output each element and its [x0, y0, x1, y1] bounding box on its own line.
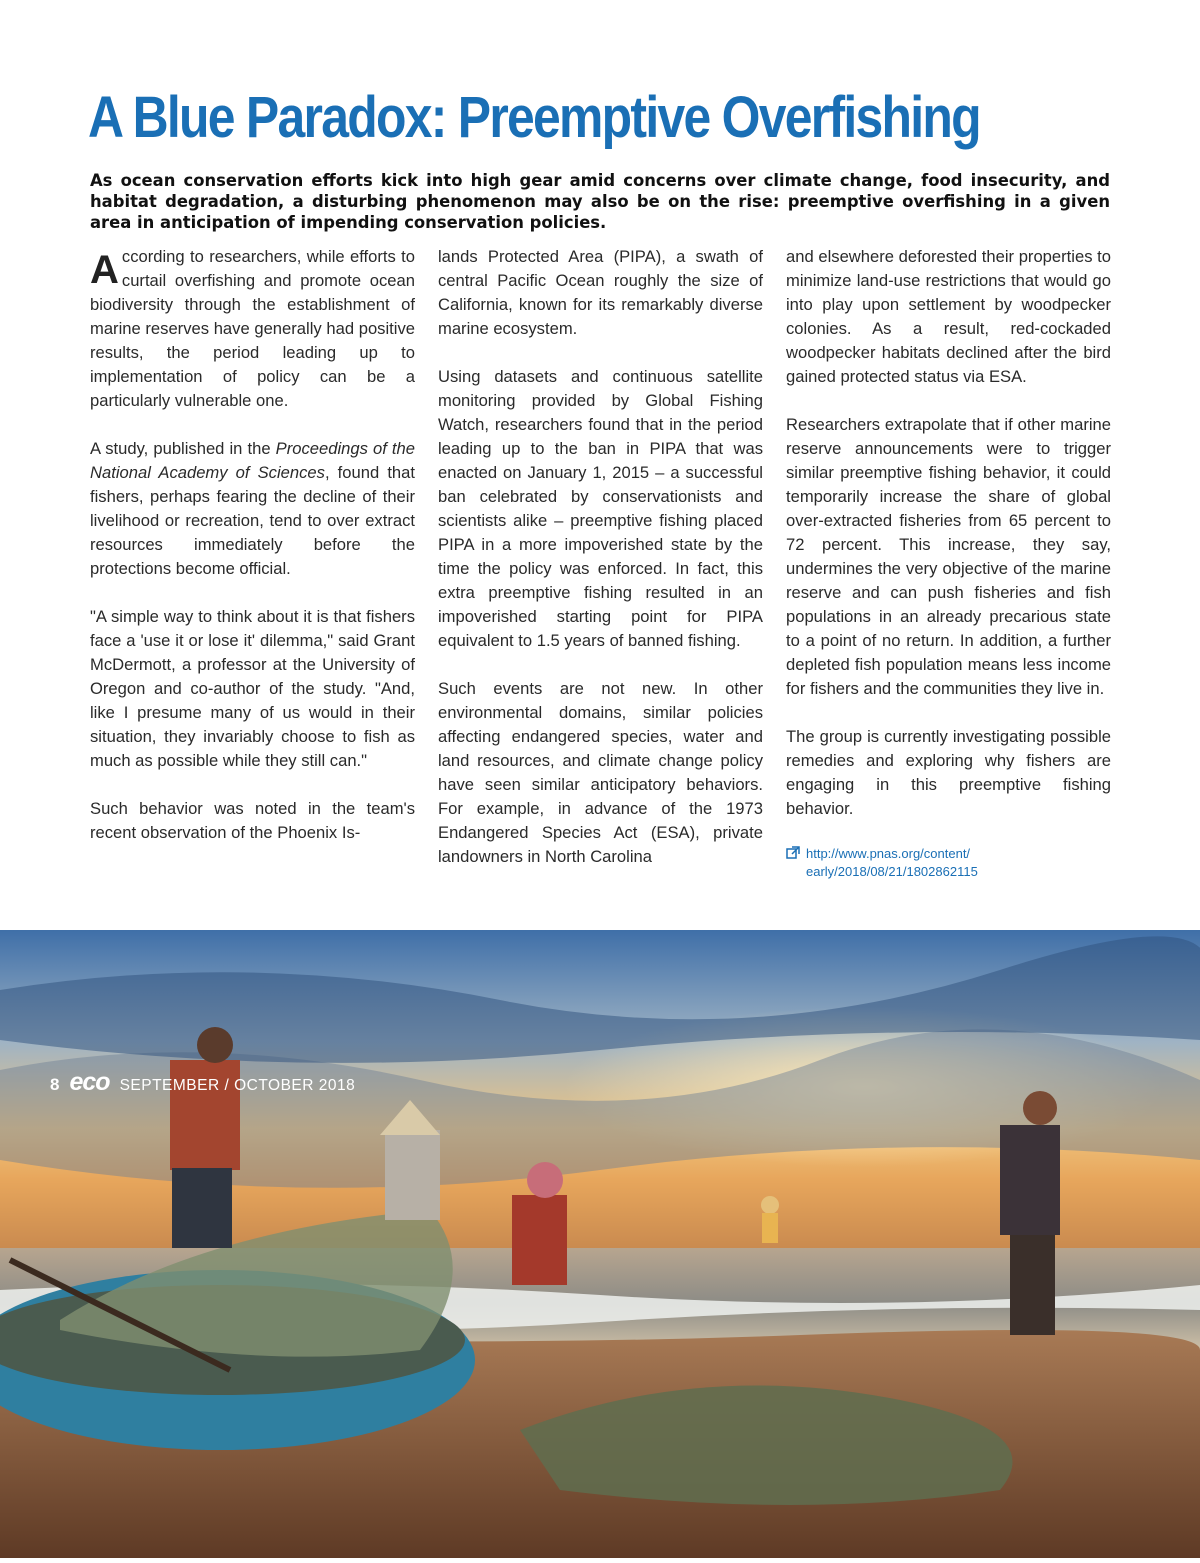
text-column-3	[786, 245, 1111, 881]
paragraph: and elsewhere deforested their properties to minimize land-use restrictions that would go into play upon settlement by woodpecker colonies. As a result, red-cockaded woodpecker habitats declined after the bird gained protected status via ESA.	[786, 247, 1111, 386]
article-title: A Blue Paradox: Preemptive Overfishing	[88, 85, 980, 150]
paragraph: Using datasets and continuous satellite monitoring provided by Global Fishing Watch, researchers found that in the period leading up to the ban in PIPA that was enacted on January 1, 2015 – a successful ban celebrated by conservationists and scientists alike – preemptive fishing placed PIPA in a more impoverished state by the time the policy was enforced. In fact, this extra preemptive fishing resulted in an impoverished starting point for PIPA equivalent to 1.5 years of banned fishing.	[438, 367, 763, 650]
source-link-url[interactable]	[806, 845, 978, 881]
page-number: 8	[50, 1075, 60, 1094]
text-column-1	[90, 245, 415, 845]
paragraph: lands Protected Area (PIPA), a swath of central Pacific Ocean roughly the size of California, known for its remarkably diverse marine ecosystem.	[438, 247, 763, 338]
paragraph-text: , found that fishers, perhaps fearing the decline of their livelihood or recreation, tend to over extract resources immediately before the protections become official.	[90, 463, 415, 578]
paragraph: Such behavior was noted in the team's recent observation of the Phoenix Is-	[90, 799, 415, 842]
eco-logo: eco	[69, 1068, 110, 1096]
external-link-icon	[786, 846, 802, 865]
text-column-2	[438, 245, 763, 869]
paragraph: Researchers extrapolate that if other marine reserve announcements were to trigger similar preemptive fishing behavior, it could temporarily increase the share of global over-extracted fisheries from 65 percent to 72 percent. This increase, they say, undermines the very objective of the marine reserve and can push fisheries and fish populations in an already precarious state to a point of no return. In addition, a further depleted fish population means less income for fishers and the communities they live in.	[786, 415, 1111, 698]
link-line[interactable]: http://www.pnas.org/content/	[806, 846, 971, 861]
paragraph: The group is currently investigating possible remedies and exploring why fishers are engaging in this preemptive fishing behavior.	[786, 727, 1111, 818]
link-line[interactable]: early/2018/08/21/1802862115	[806, 864, 978, 879]
paragraph-text: A study, published in the	[90, 439, 276, 458]
page-footer	[50, 1068, 356, 1096]
paragraph-text: ccording to researchers, while efforts to curtail overfishing and promote ocean biodiversity through the establishment of marine reserves have generally had positive results, the period leading up to implementation of policy can be a particularly vulnerable one.	[90, 247, 415, 410]
fishermen-beach-photo	[0, 930, 1200, 1558]
paragraph	[90, 437, 415, 581]
source-link[interactable]	[786, 845, 1111, 881]
issue-date: SEPTEMBER / OCTOBER 2018	[119, 1077, 356, 1094]
article-deck: As ocean conservation efforts kick into high gear amid concerns over climate change, food insecurity, and habitat degradation, a disturbing phenomenon may also be on the rise: preemptive overfishing in a given area in anticipation of impending conservation policies.	[90, 171, 1110, 232]
paragraph: Such events are not new. In other environmental domains, similar policies affecting endangered species, water and land resources, and climate change policy have seen similar anticipatory behaviors. For example, in advance of the 1973 Endangered Species Act (ESA), private landowners in North Carolina	[438, 679, 763, 866]
paragraph	[90, 245, 415, 413]
drop-cap: A	[90, 248, 119, 292]
journal-name: Proceedings of the National Academy of Sciences	[90, 439, 415, 482]
paragraph: "A simple way to think about it is that fishers face a 'use it or lose it' dilemma," said Grant McDermott, a professor at the University of Oregon and co-author of the study. "And, like I presume many of us would in their situation, they invariably choose to fish as much as possible while they still can."	[90, 607, 415, 770]
